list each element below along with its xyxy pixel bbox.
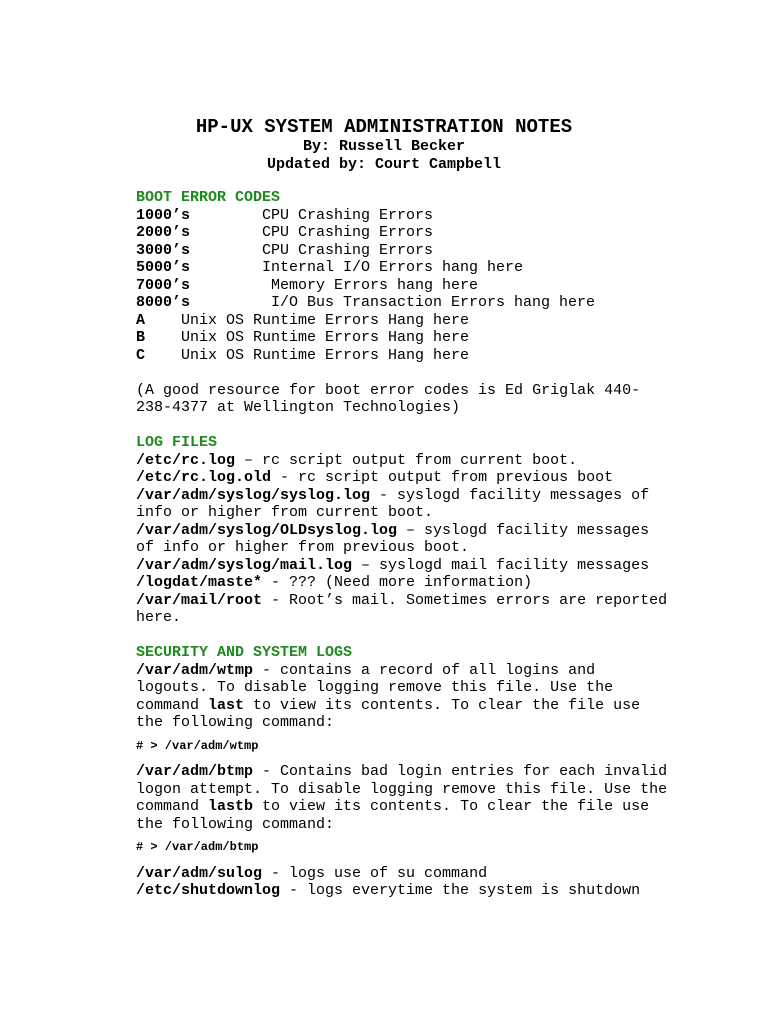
log-file-path: /var/adm/syslog/syslog.log (136, 486, 371, 504)
boot-code-desc: Unix OS Runtime Errors Hang here (181, 329, 470, 346)
boot-code: 2000’s (136, 224, 191, 241)
log-file-path: /var/adm/syslog/mail.log (136, 556, 353, 574)
boot-code-row (136, 312, 676, 330)
log-file-desc: - rc script output from previous boot (271, 469, 614, 486)
log-file-desc: - syslogd facility messages of info or higher from current boot. (136, 486, 650, 521)
wtmp-desc-part: to view its contents. To clear the file use the following command: (136, 696, 641, 731)
boot-code: 3000’s (136, 241, 191, 259)
last-command: last (208, 696, 245, 714)
log-file-desc: – syslogd facility messages of info or higher from previous boot. (136, 521, 650, 556)
btmp-clear-command: # > /var/adm/btmp (136, 840, 259, 854)
btmp-path: /var/adm/btmp (136, 763, 254, 780)
boot-code-desc: CPU Crashing Errors (262, 241, 434, 259)
boot-code-desc: Unix OS Runtime Errors Hang here (181, 311, 470, 329)
log-file-entry (136, 574, 676, 592)
log-file-desc: – syslogd mail facility messages (352, 556, 650, 574)
lastb-command: lastb (208, 798, 254, 815)
shutdownlog-path: /etc/shutdownlog (136, 882, 281, 899)
log-file-entry (136, 592, 676, 627)
log-file-entry (136, 487, 676, 522)
log-file-entry (136, 452, 676, 470)
log-file-entry (136, 522, 676, 557)
boot-error-codes-heading: BOOT ERROR CODES (136, 189, 281, 206)
security-logs-heading: SECURITY AND SYSTEM LOGS (136, 644, 353, 661)
boot-code: 7000’s (136, 276, 191, 294)
wtmp-path: /var/adm/wtmp (136, 661, 254, 679)
boot-code-row (136, 329, 676, 347)
boot-code-row (136, 207, 676, 225)
boot-code-row (136, 294, 676, 312)
boot-code: 5000’s (136, 259, 191, 276)
boot-code-desc: Unix OS Runtime Errors Hang here (181, 346, 470, 364)
log-file-entry (136, 469, 676, 487)
btmp-desc-part: to view its contents. To clear the file use the following command: (136, 798, 650, 833)
log-file-path: /var/mail/root (136, 591, 263, 609)
wtmp-clear-command: # > /var/adm/wtmp (136, 738, 259, 753)
wtmp-description (136, 662, 676, 732)
log-file-path: /logdat/maste* (136, 574, 263, 591)
boot-code: C (136, 346, 146, 364)
btmp-desc-part: - Contains bad login entries for each invalid logon attempt. To disable logging remove this file. Use the command (136, 763, 668, 815)
shutdownlog-desc: - logs everytime the system is shutdown (280, 882, 641, 899)
boot-code-desc: CPU Crashing Errors (262, 224, 434, 241)
boot-code: 1000’s (136, 206, 191, 224)
log-file-desc: – rc script output from current boot. (235, 451, 578, 469)
boot-code: 8000’s (136, 294, 191, 311)
log-file-entry (136, 557, 676, 575)
author-line: By: Russell Becker (302, 138, 466, 155)
updated-by-line: Updated by: Court Campbell (266, 156, 502, 173)
document-body (136, 189, 676, 900)
sulog-entry (136, 865, 676, 883)
wtmp-desc-part: - contains a record of all logins and logouts. To disable logging remove this file. Use the command (136, 661, 614, 714)
log-file-desc: - Root’s mail. Sometimes errors are reported here. (136, 591, 668, 626)
log-file-path: /var/adm/syslog/OLDsyslog.log (136, 521, 398, 539)
log-file-path: /etc/rc.log.old (136, 469, 272, 486)
boot-code-row (136, 347, 676, 365)
boot-codes-note: (A good resource for boot error codes is Ed Griglak 440-238-4377 at Wellington Technologies) (136, 381, 641, 416)
boot-code-desc: Memory Errors hang here (271, 276, 479, 294)
boot-code-desc: CPU Crashing Errors (262, 206, 434, 224)
boot-code: B (136, 329, 146, 346)
document-title: HP-UX SYSTEM ADMINISTRATION NOTES (195, 116, 573, 138)
log-file-path: /etc/rc.log (136, 451, 236, 469)
sulog-desc: - logs use of su command (262, 864, 488, 882)
boot-code-desc: I/O Bus Transaction Errors hang here (271, 294, 596, 311)
boot-code-row (136, 242, 676, 260)
boot-code: A (136, 311, 146, 329)
boot-code-row (136, 259, 676, 277)
sulog-path: /var/adm/sulog (136, 864, 263, 882)
shutdownlog-entry (136, 882, 676, 900)
btmp-description (136, 763, 676, 833)
boot-code-desc: Internal I/O Errors hang here (262, 259, 524, 276)
log-file-desc: - ??? (Need more information) (262, 574, 533, 591)
boot-code-row (136, 224, 676, 242)
log-files-heading: LOG FILES (136, 434, 218, 451)
boot-code-row (136, 277, 676, 295)
